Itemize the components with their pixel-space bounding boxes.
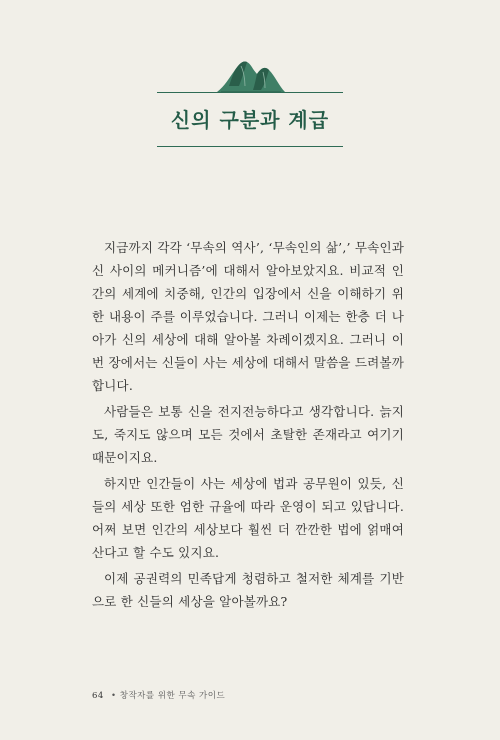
paragraph: 사람들은 보통 신을 전지전능하다고 생각합니다. 늙지도, 죽지도 않으며 모든 것에서 초탈한 존재라고 여기기 때문이지요. [92,404,404,465]
title-bottom-rule [157,146,343,147]
paragraph: 하지만 인간들이 사는 세상에 법과 공무원이 있듯, 신들의 세상 또한 엄한 규율에 따라 운영이 되고 있답니다. 어쩌 보면 인간의 세상보다 훨씬 더 깐깐한 법에 얽매여 산다고 할 수도 있지요. [92,476,404,560]
book-title: 창작자를 위한 무속 가이드 [119,691,226,701]
paragraph: 지금까지 각각 ‘무속의 역사’, ‘무속인의 삶’,’ 무속인과 신 사이의 메커니즘’에 대해서 알아보았지요. 비교적 인간의 세계에 치중해, 인간의 입장에서 신을 이해하기 위한 내용이 주를 이루었습니다. 그러니 이제는 한층 더 나아가 신의 세상에 대해 알아볼 차례이겠지요. 그러니 이번 장에서는 신들이 사는 세상에 대해서 말씀을 드려볼까 합니다. [92,240,404,393]
mountain-peaks-icon [215,56,287,94]
page-number: 64 [92,691,104,701]
footer-separator: • [111,691,117,701]
chapter-title: 신의 구분과 계급 [170,108,330,132]
title-top-rule [157,92,343,93]
body-text [92,236,404,616]
paragraph: 이제 공권력의 민족답게 청렴하고 철저한 체계를 기반으로 한 신들의 세상을 알아볼까요? [92,571,404,609]
page-footer [92,689,225,701]
